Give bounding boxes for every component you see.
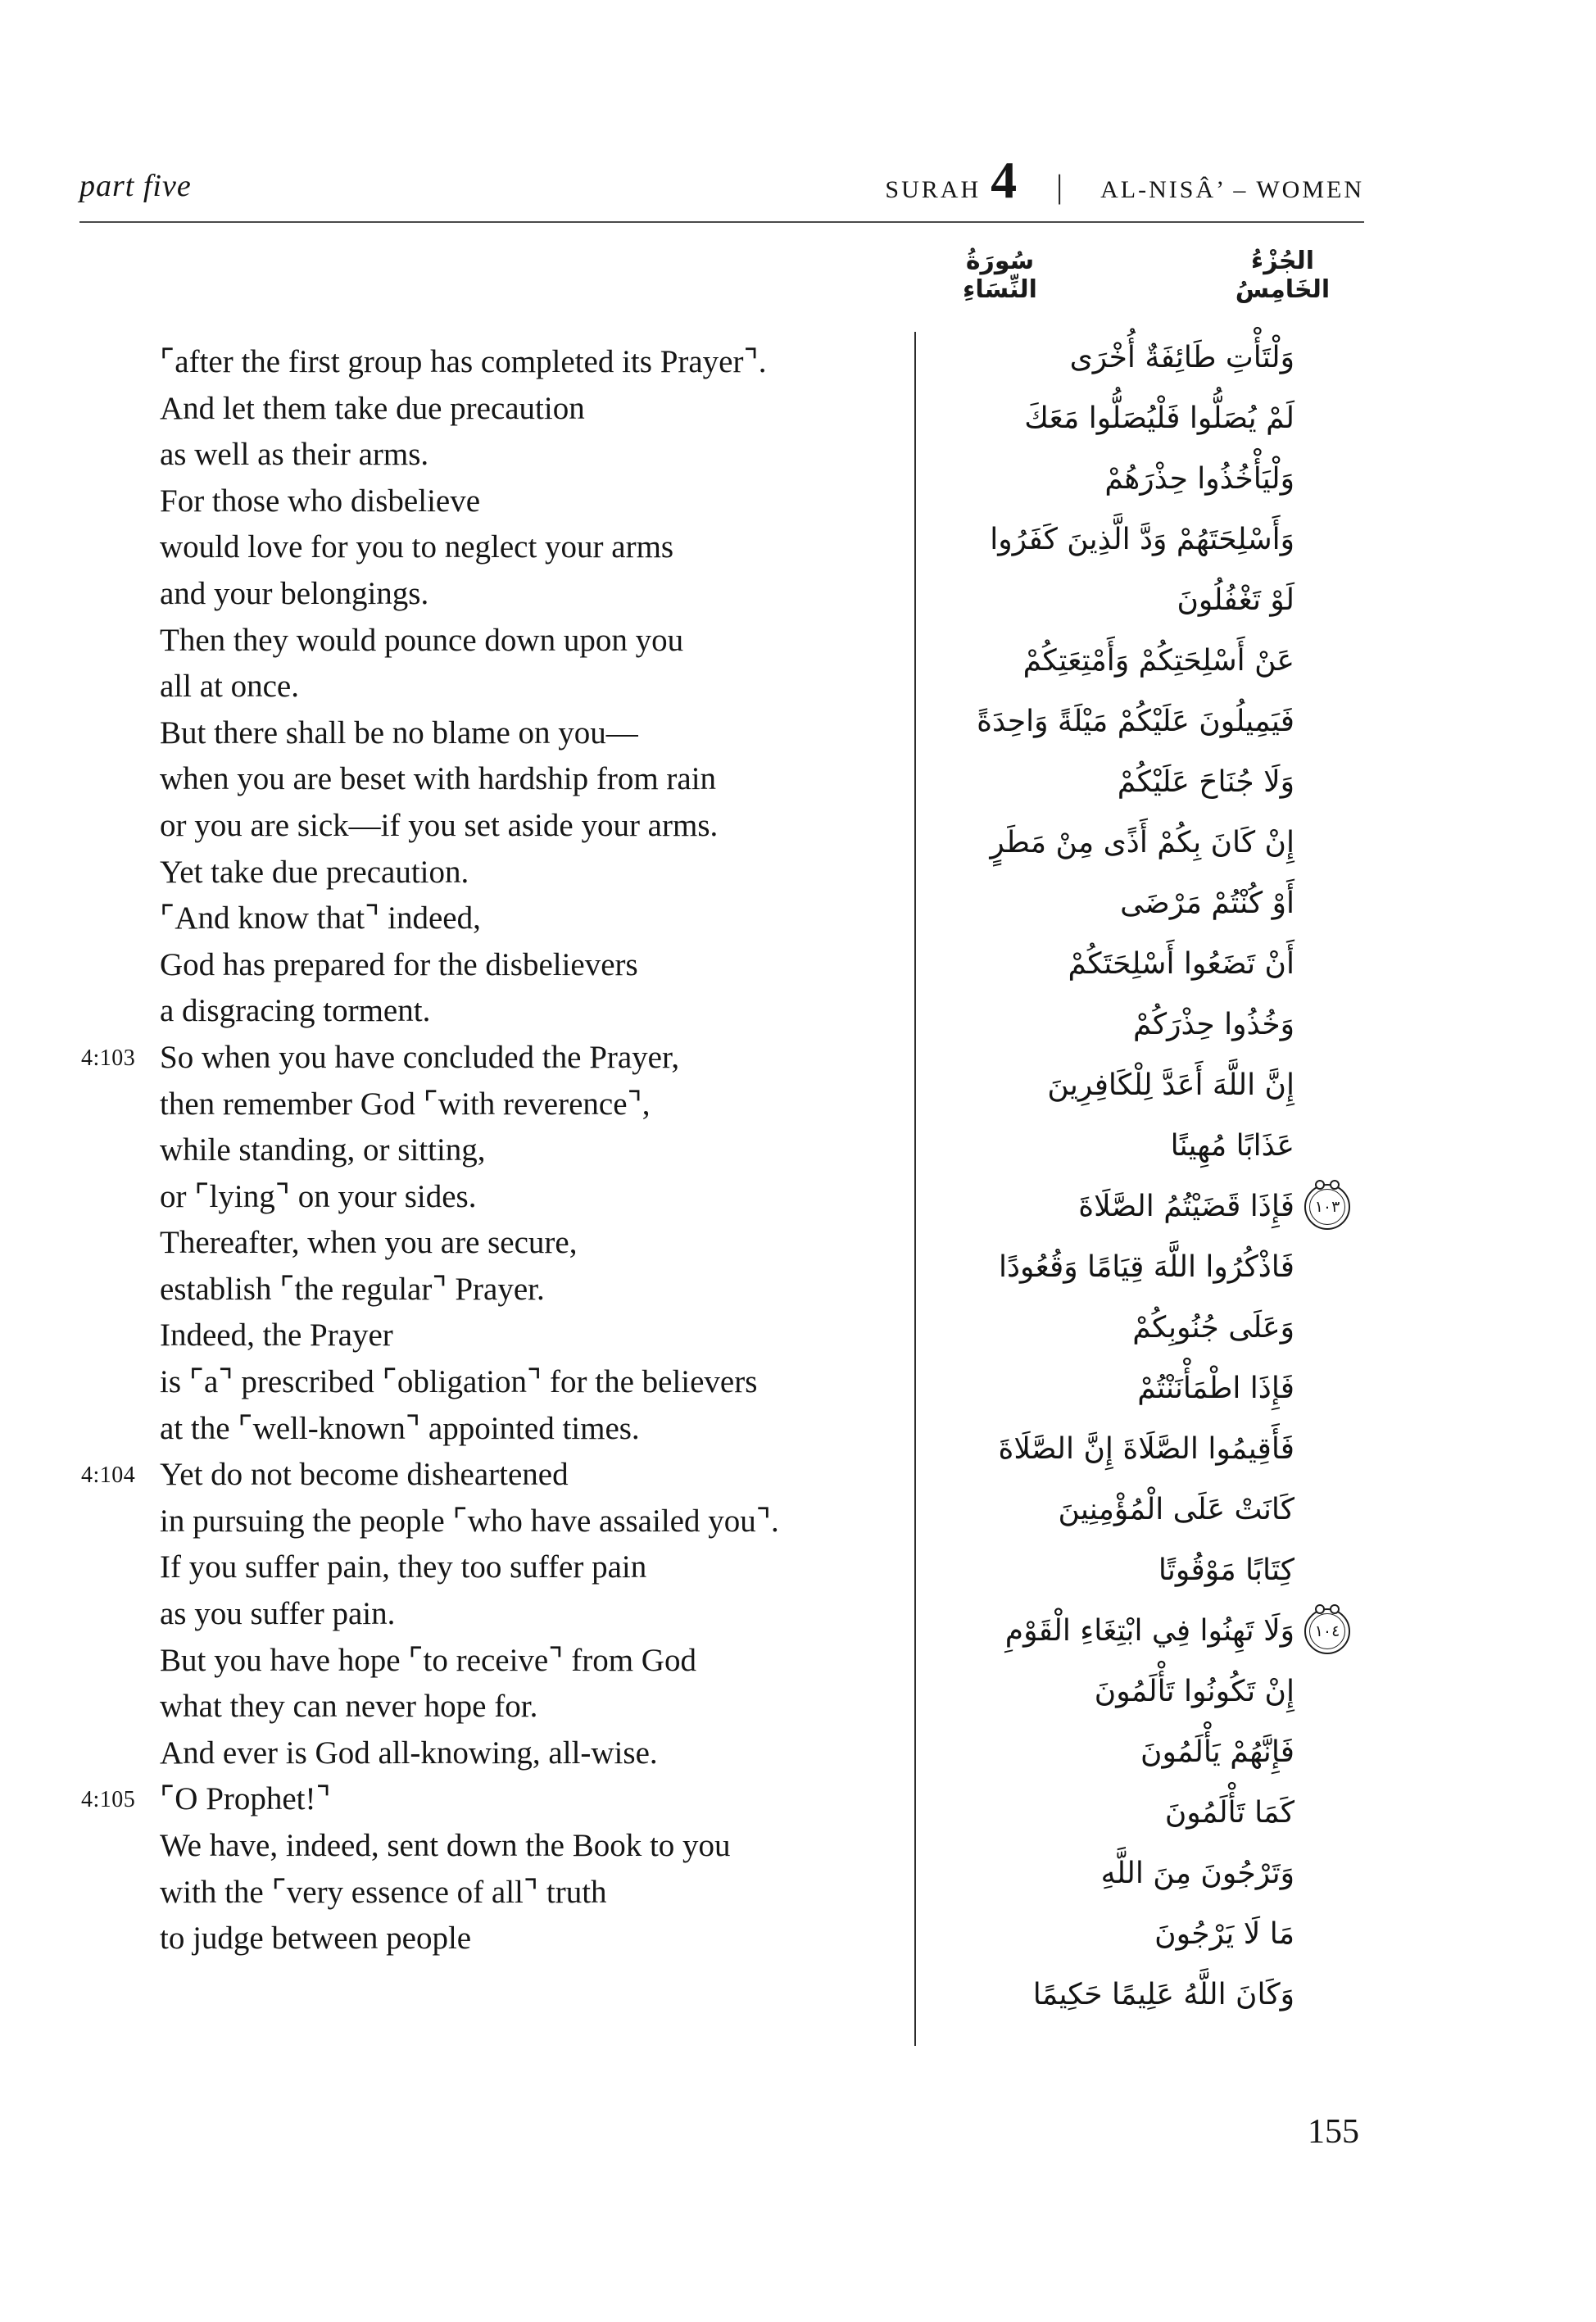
translation-line-text: And ever is God all-knowing, all-wise. xyxy=(160,1735,658,1771)
translation-line-text: If you suffer pain, they too suffer pain xyxy=(160,1549,647,1585)
arabic-line-text: فَإِنَّهُمْ يَأْلَمُونَ xyxy=(1140,1735,1294,1769)
translation-line xyxy=(0,1730,911,1777)
translation-line-text: and your belongings. xyxy=(160,575,429,611)
part-label: part five xyxy=(79,169,192,203)
translation-line xyxy=(0,942,911,989)
arabic-line-text: كَانَتْ عَلَى الْمُؤْمِنِينَ xyxy=(1058,1493,1294,1526)
translation-line-text: Yet do not become disheartened xyxy=(160,1457,569,1493)
translation-line-text: So when you have concluded the Prayer, xyxy=(160,1039,680,1075)
arabic-line-text: فَاذْكُرُوا اللَّهَ قِيَامًا وَقُعُودًا xyxy=(998,1250,1294,1284)
translation-line xyxy=(0,386,911,433)
translation-line xyxy=(0,1638,911,1685)
arabic-line-text: وَلْيَأْخُذُوا حِذْرَهُمْ xyxy=(1104,462,1294,496)
surah-name: AL-NISÂ’ – WOMEN xyxy=(1100,176,1364,203)
translation-line-text: or ⌜lying⌝ on your sides. xyxy=(160,1178,477,1214)
translation-line xyxy=(0,478,911,525)
translation-column xyxy=(0,339,911,1962)
translation-line-text: as well as their arms. xyxy=(160,437,429,473)
arabic-line xyxy=(926,1055,1294,1116)
translation-line xyxy=(0,896,911,942)
arabic-line xyxy=(926,1662,1294,1722)
translation-line-text: when you are beset with hardship from rain xyxy=(160,761,717,797)
arabic-line-text: فَيَمِيلُونَ عَلَيْكُمْ مَيْلَةً وَاحِدَةً xyxy=(977,705,1294,738)
arabic-line-text: أَوْ كُنْتُمْ مَرْضَى xyxy=(1120,887,1294,920)
translation-line-text: a disgracing torment. xyxy=(160,993,431,1029)
arabic-line xyxy=(926,1904,1294,1965)
arabic-line-text: وَلَا تَهِنُوا فِي ابْتِغَاءِ الْقَوْمِ xyxy=(1004,1614,1294,1648)
translation-line-text: is ⌜a⌝ prescribed ⌜obligation⌝ for the believers xyxy=(160,1364,758,1400)
arabic-line-text: فَإِذَا اطْمَأْنَنْتُمْ xyxy=(1137,1372,1294,1405)
translation-line-text: while standing, or sitting, xyxy=(160,1132,486,1168)
arabic-line-text: كَمَا تَأْلَمُونَ xyxy=(1164,1796,1294,1830)
translation-line-text: establish ⌜the regular⌝ Prayer. xyxy=(160,1271,545,1307)
translation-line xyxy=(0,339,911,386)
verse-medallion-icon xyxy=(1304,1608,1350,1654)
arabic-line xyxy=(926,1237,1294,1298)
translation-line-text: ⌜after the first group has completed its Prayer⌝. xyxy=(160,344,767,379)
translation-line-text: Yet take due precaution. xyxy=(160,854,469,890)
translation-line xyxy=(0,1452,911,1499)
translation-line-text: at the ⌜well-known⌝ appointed times. xyxy=(160,1410,640,1446)
arabic-line xyxy=(926,328,1294,388)
arabic-line xyxy=(926,570,1294,631)
translation-line-text: For those who disbelieve xyxy=(160,483,481,519)
verse-medallion-icon xyxy=(1304,1184,1350,1230)
translation-line-text: or you are sick—if you set aside your arms. xyxy=(160,807,719,843)
translation-line-text: ⌜And know that⌝ indeed, xyxy=(160,900,481,937)
arabic-line-text: فَأَقِيمُوا الصَّلَاةَ إِنَّ الصَّلَاةَ xyxy=(998,1432,1294,1466)
translation-line-text: in pursuing the people ⌜who have assailed you⌝. xyxy=(160,1503,779,1539)
translation-line xyxy=(0,1313,911,1359)
translation-line xyxy=(0,1544,911,1591)
translation-line xyxy=(0,664,911,710)
arabic-line-text: أَنْ تَضَعُوا أَسْلِحَتَكُمْ xyxy=(1068,947,1294,981)
translation-line-text: Then they would pounce down upon you xyxy=(160,622,684,658)
arabic-line xyxy=(926,1177,1340,1237)
arabic-line-text: وَلْتَأْتِ طَائِفَةٌ أُخْرَى xyxy=(1069,341,1294,374)
arabic-line xyxy=(926,510,1294,570)
page-header xyxy=(885,151,1364,209)
arabic-line xyxy=(926,1783,1294,1844)
arabic-line xyxy=(926,631,1294,692)
surah-word: SURAH xyxy=(885,176,982,203)
translation-line xyxy=(0,1220,911,1267)
surah-number: 4 xyxy=(991,151,1018,209)
arabic-line-text: كِتَابًا مَوْقُوتًا xyxy=(1158,1553,1294,1587)
verse-number-label: 4:105 xyxy=(81,1787,136,1813)
translation-line xyxy=(0,1684,911,1730)
arabic-line-text: فَإِذَا قَضَيْتُمُ الصَّلَاةَ xyxy=(1078,1190,1294,1223)
arabic-line xyxy=(926,388,1294,449)
arabic-line xyxy=(926,1116,1294,1177)
arabic-line-text: إِنَّ اللَّهَ أَعَدَّ لِلْكَافِرِينَ xyxy=(1047,1068,1294,1102)
translation-line xyxy=(0,618,911,664)
translation-line xyxy=(0,1035,911,1082)
translation-line-text: But you have hope ⌜to receive⌝ from God xyxy=(160,1642,696,1678)
arabic-line xyxy=(926,995,1294,1055)
arabic-line xyxy=(926,692,1294,752)
translation-line xyxy=(0,1591,911,1638)
translation-line-text: with the ⌜very essence of all⌝ truth xyxy=(160,1874,607,1910)
translation-line xyxy=(0,1870,911,1916)
arabic-line xyxy=(926,1965,1294,2025)
translation-line-text: what they can never hope for. xyxy=(160,1689,538,1725)
translation-line-text: would love for you to neglect your arms xyxy=(160,529,674,565)
translation-line xyxy=(0,1174,911,1221)
arabic-line-text: عَذَابًا مُهِينًا xyxy=(1170,1129,1294,1163)
translation-line xyxy=(0,524,911,571)
translation-line-text: We have, indeed, sent down the Book to you xyxy=(160,1828,731,1863)
translation-line xyxy=(0,850,911,896)
translation-line xyxy=(0,1406,911,1453)
arabic-line-text: إِنْ تَكُونُوا تَأْلَمُونَ xyxy=(1094,1675,1294,1708)
translation-line xyxy=(0,1916,911,1962)
arabic-text-column xyxy=(926,328,1340,2025)
arabic-line xyxy=(926,752,1294,813)
translation-line xyxy=(0,1499,911,1545)
arabic-line-text: وَعَلَى جُنُوبِكُمْ xyxy=(1132,1311,1294,1345)
verse-medallion-number: ١٠٤ xyxy=(1309,1613,1345,1649)
arabic-line-text: لَمْ يُصَلُّوا فَلْيُصَلُّوا مَعَكَ xyxy=(1024,401,1294,435)
arabic-line xyxy=(926,1358,1294,1419)
arabic-line-text: وَأَسْلِحَتَهُمْ وَدَّ الَّذِينَ كَفَرُوا xyxy=(990,523,1294,556)
header-separator: | xyxy=(1056,168,1063,205)
arabic-line-text: وَتَرْجُونَ مِنَ اللَّهِ xyxy=(1100,1857,1294,1890)
arabic-line xyxy=(926,1298,1294,1358)
translation-line-text: And let them take due precaution xyxy=(160,390,585,426)
arabic-juz-title: الجُزْءُ الخَامِسُ xyxy=(1235,247,1331,304)
arabic-line-text: وَكَانَ اللَّهُ عَلِيمًا حَكِيمًا xyxy=(1032,1978,1294,2011)
translation-line-text: all at once. xyxy=(160,669,299,705)
translation-line-text: God has prepared for the disbelievers xyxy=(160,946,638,982)
verse-medallion-number: ١٠٣ xyxy=(1309,1189,1345,1225)
translation-line-text: Indeed, the Prayer xyxy=(160,1317,393,1354)
arabic-line xyxy=(926,813,1294,873)
arabic-line xyxy=(926,1844,1294,1904)
translation-line-text: ⌜O Prophet!⌝ xyxy=(160,1781,331,1817)
translation-line xyxy=(0,756,911,803)
arabic-line xyxy=(926,1722,1294,1783)
arabic-line-text: عَنْ أَسْلِحَتِكُمْ وَأَمْتِعَتِكُمْ xyxy=(1022,644,1294,678)
translation-line xyxy=(0,571,911,618)
translation-line xyxy=(0,1823,911,1870)
arabic-line-text: مَا لَا يَرْجُونَ xyxy=(1154,1917,1294,1951)
translation-line xyxy=(0,803,911,850)
translation-line xyxy=(0,1127,911,1174)
arabic-line xyxy=(926,1540,1294,1601)
translation-line xyxy=(0,1359,911,1406)
arabic-line-text: إِنْ كَانَ بِكُمْ أَذًى مِنْ مَطَرٍ xyxy=(990,826,1294,859)
arabic-surah-title: سُورَةُ النِّسَاءِ xyxy=(963,247,1037,304)
arabic-line xyxy=(926,934,1294,995)
translation-line-text: then remember God ⌜with reverence⌝, xyxy=(160,1086,651,1122)
verse-number-label: 4:104 xyxy=(81,1463,136,1489)
verse-number-label: 4:103 xyxy=(81,1045,136,1071)
column-divider xyxy=(914,332,916,2046)
arabic-line xyxy=(926,1601,1340,1662)
translation-line xyxy=(0,988,911,1035)
arabic-line xyxy=(926,1419,1294,1480)
arabic-line-text: وَخُذُوا حِذْرَكُمْ xyxy=(1133,1008,1294,1041)
arabic-line-text: وَلَا جُنَاحَ عَلَيْكُمْ xyxy=(1117,765,1294,799)
translation-line xyxy=(0,432,911,478)
translation-line-text: as you suffer pain. xyxy=(160,1596,396,1632)
translation-line-text: Thereafter, when you are secure, xyxy=(160,1225,578,1261)
translation-line-text: But there shall be no blame on you— xyxy=(160,714,638,751)
header-rule xyxy=(79,221,1364,223)
translation-line-text: to judge between people xyxy=(160,1921,472,1957)
arabic-line xyxy=(926,1480,1294,1540)
translation-line xyxy=(0,1776,911,1823)
translation-line xyxy=(0,1082,911,1128)
page-number: 155 xyxy=(1308,2113,1359,2151)
translation-line xyxy=(0,710,911,757)
arabic-line-text: لَوْ تَغْفُلُونَ xyxy=(1177,583,1294,617)
arabic-line xyxy=(926,449,1294,510)
translation-line xyxy=(0,1267,911,1313)
arabic-line xyxy=(926,873,1294,934)
